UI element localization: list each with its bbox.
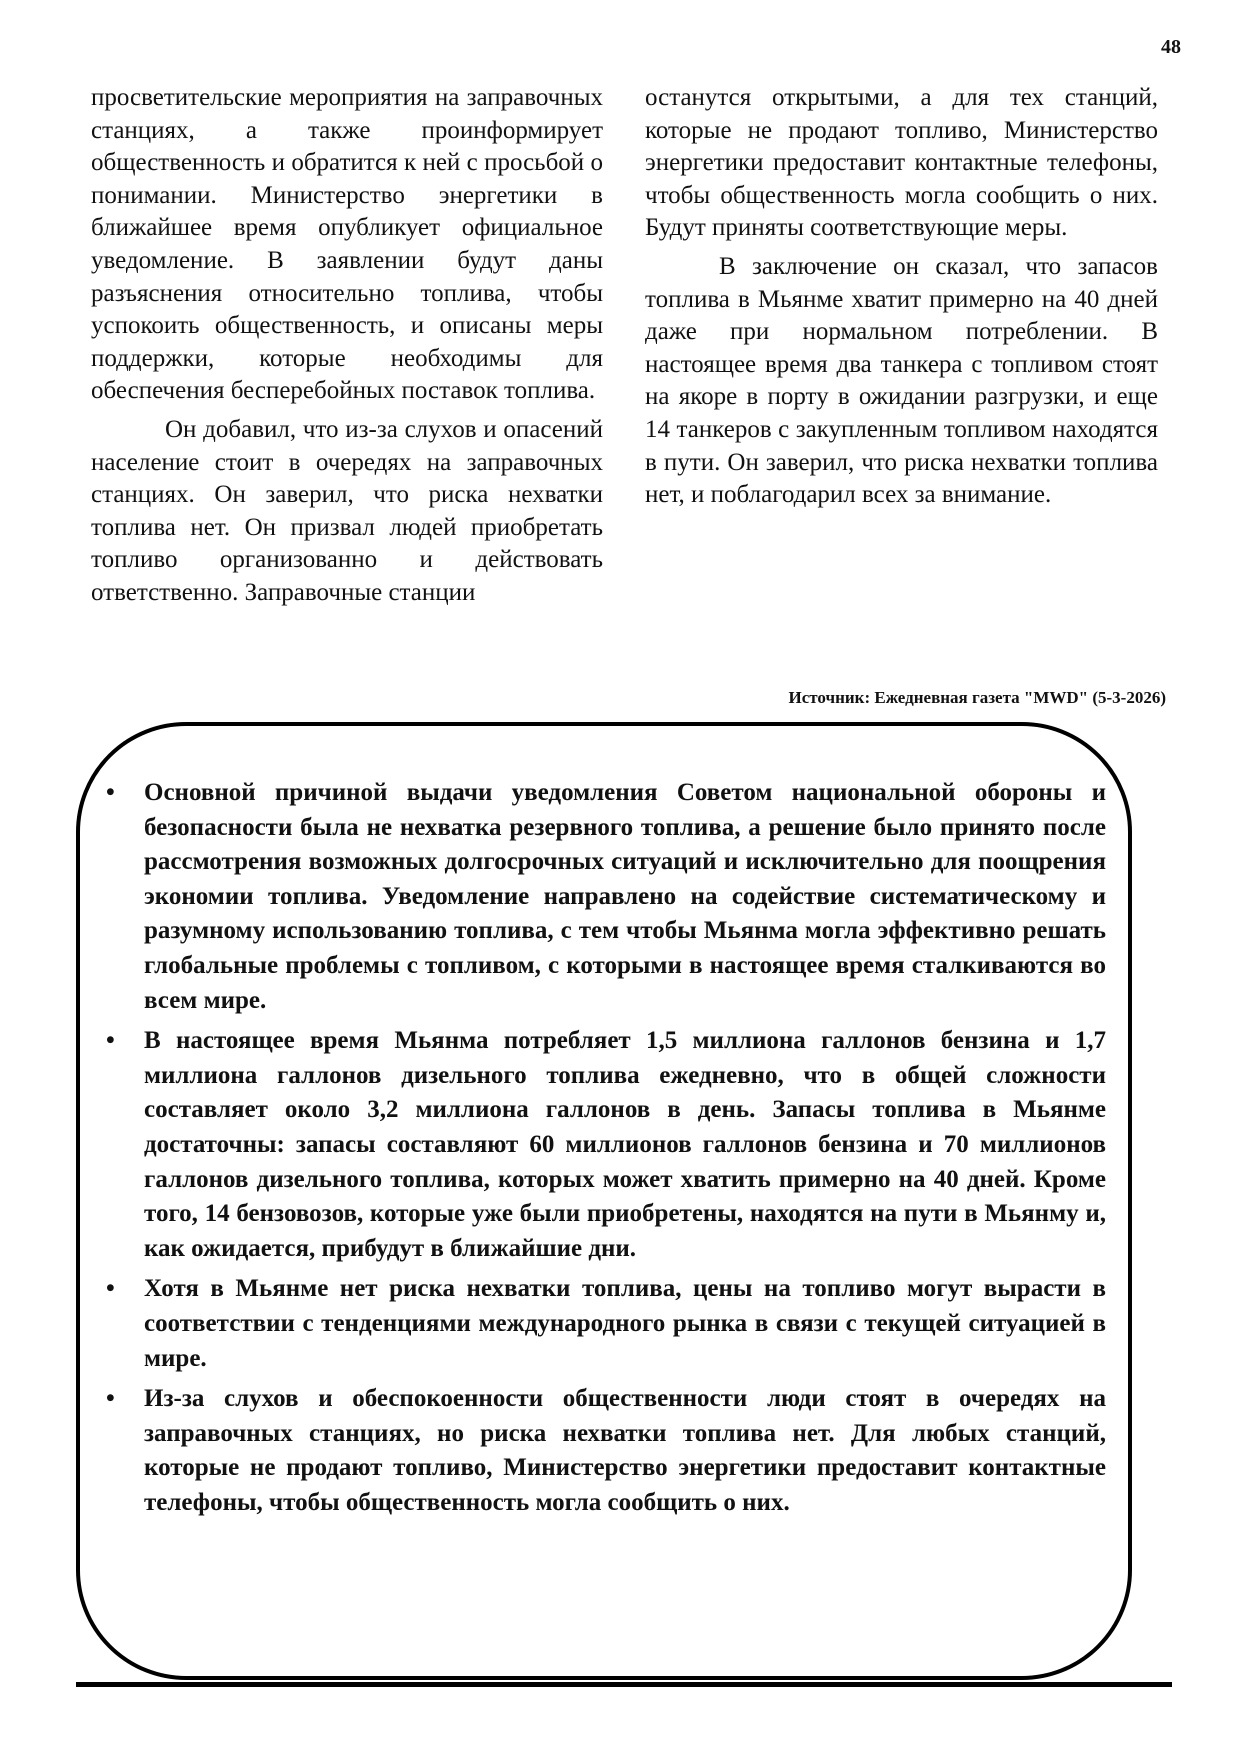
list-item-text: Хотя в Мьянме нет риска нехватки топлива, цены на топливо могут вырасти в соответствии с тенденциями международного рынка в связи с текущей ситуацией в мире. [144,1275,1106,1372]
page-number: 48 [1161,36,1181,58]
list-item [106,776,1106,1018]
left-column [91,82,603,610]
list-item [106,1382,1106,1520]
paragraph: Он добавил, что из-за слухов и опасений население стоит в очередях на заправочных станциях. Он заверил, что риска нехватки топлива нет. Он призвал людей приобретать топливо организованно и действовать ответственно. Заправочные станции [91,415,603,606]
list-item-text: В настоящее время Мьянма потребляет 1,5 миллиона галлонов бензина и 1,7 миллиона галлонов дизельного топлива ежедневно, что в общей сложности составляет около 3,2 миллиона галлонов в день. Запасы топлива в Мьянме достаточны: запасы составляют 60 миллионов галлонов бензина и 70 миллионов галлонов дизельного топлива, которых может хватить примерно на 40 дней. Кроме того, 14 бензовозов, которые уже были приобретены, находятся на пути в Мьянму и, как ожидается, прибудут в ближайшие дни. [144,1027,1106,1262]
paragraph: В заключение он сказал, что запасов топлива в Мьянме хватит примерно на 40 дней даже при нормальном потреблении. В настоящее время два танкера с топливом стоят на якоре в порту в ожидании разгрузки, и еще 14 танкеров с закупленным топливом находятся в пути. Он заверил, что риска нехватки топлива нет, и поблагодарил всех за внимание. [645,252,1158,509]
list-item-text: Из-за слухов и обеспокоенности общественности люди стоят в очередях на заправочных станциях, но риска нехватки топлива нет. Для любых станций, которые не продают топливо, Министерство энергетики предоставит контактные телефоны, чтобы общественность могла сообщить о них. [144,1385,1106,1516]
summary-box [76,722,1132,1680]
bullet-icon: • [106,1275,115,1303]
paragraph: останутся открытыми, а для тех станций, которые не продают топливо, Министерство энергетики предоставит контактные телефоны, чтобы общественность могла сообщить о них. Будут приняты соответствующие меры. [645,84,1158,242]
bullet-icon: • [106,779,115,806]
paragraph: просветительские мероприятия на заправочных станциях, а также проинформирует общественность и обратится к ней с просьбой о понимании. Министерство энергетики в ближайшее время опубликует официальное уведомление. В заявлении будут даны разъяснения относительно топлива, чтобы успокоить общественность, и описаны меры поддержки, которые необходимы для обеспечения бесперебойных поставок топлива. [91,84,603,405]
bullet-icon: • [106,1385,115,1413]
source-citation: Источник: Ежедневная газета "MWD" (5-3-2026) [788,688,1166,707]
right-column [645,82,1158,512]
footer-rule [76,1682,1172,1687]
list-item [106,1024,1106,1266]
list-item [106,1272,1106,1376]
summary-list [106,776,1106,1526]
bullet-icon: • [106,1027,115,1055]
list-item-text: Основной причиной выдачи уведомления Советом национальной обороны и безопасности была не нехватка резервного топлива, а решение было принято после рассмотрения возможных долгосрочных ситуаций и исключительно для поощрения экономии топлива. Уведомление направлено на содействие систематическому и разумному использованию топлива, с тем чтобы Мьянма могла эффективно решать глобальные проблемы с топливом, с которыми в настоящее время сталкиваются во всем мире. [144,779,1106,1014]
